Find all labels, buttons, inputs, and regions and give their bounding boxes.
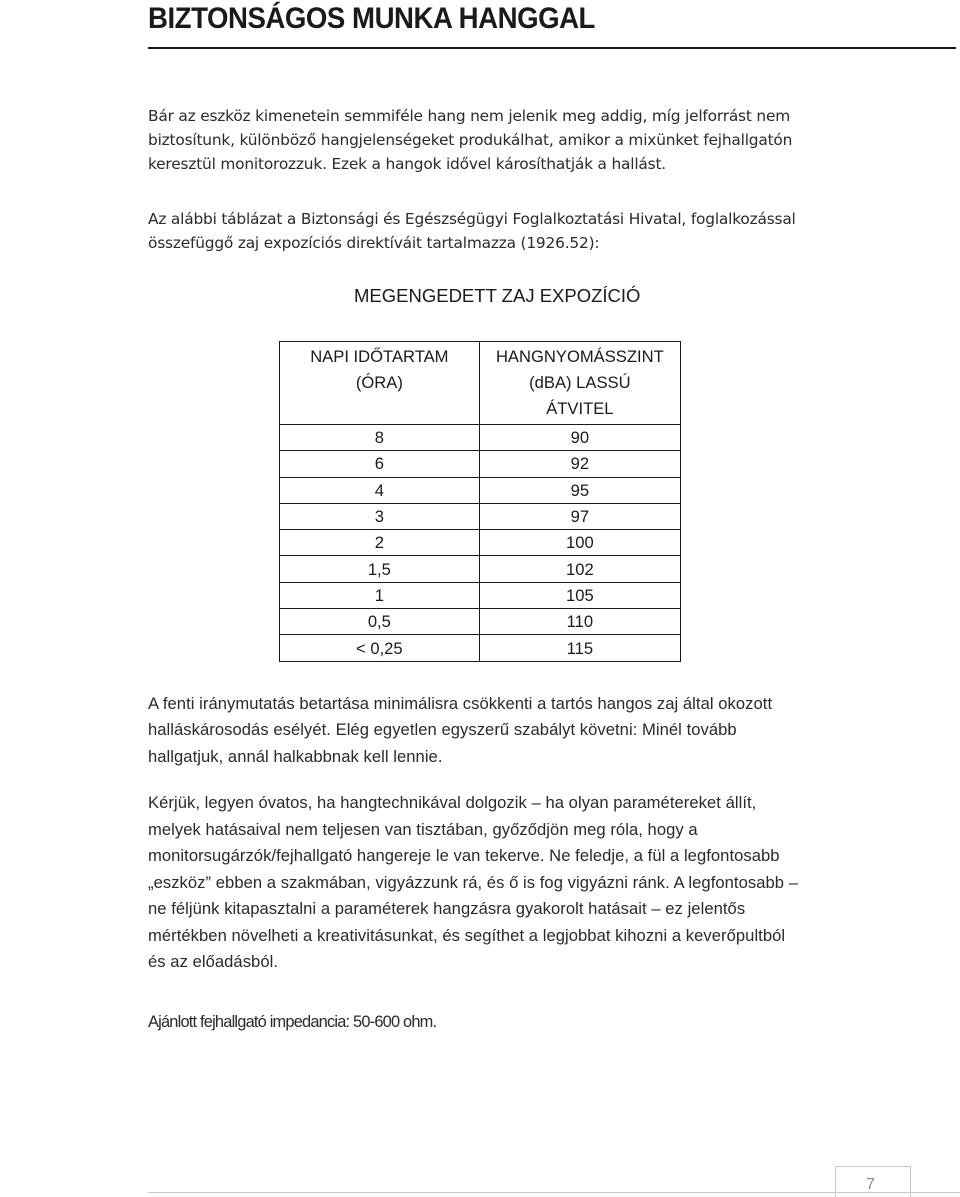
guideline-line: hallgatjuk, annál halkabbnak kell lennie. [148,746,443,766]
level-cell: 102 [479,556,680,582]
table-row [280,503,681,529]
table-intro-line: összefüggő zaj expozíciós direktíváit tartalmazza (1926.52): [148,234,600,252]
duration-cell: 1,5 [280,556,480,582]
level-cell: 115 [479,635,680,661]
caution-line: melyek hatásaival nem teljesen van tisztában, győződjön meg róla, hogy a [148,819,698,839]
header-daily-duration: NAPI IDŐTARTAM (ÓRA) [280,342,480,425]
table-row [280,556,681,582]
duration-cell: 8 [280,425,480,451]
table-row [280,425,681,451]
intro-line: Bár az eszköz kimenetein semmiféle hang nem jelenik meg addig, míg jelforrást nem [148,107,791,125]
table-row [280,451,681,477]
exposure-table [279,341,681,662]
caution-line: monitorsugárzók/fejhallgató hangereje le van tekerve. Ne feledje, a fül a legfontosabb [148,846,780,865]
level-cell: 95 [479,477,680,503]
guideline-line: A fenti iránymutatás betartása minimálisra csökkenti a tartós hangos zaj által okozott [148,694,773,713]
level-cell: 97 [479,503,680,529]
table-row [280,530,681,556]
table-row [280,635,681,661]
duration-cell: 0,5 [280,609,480,635]
guideline-paragraph [148,691,848,770]
duration-cell: 1 [280,582,480,608]
table-intro-line: Az alábbi táblázat a Biztonsági és Egészségügyi Foglalkoztatási Hivatal, foglalkozással [148,210,796,228]
intro-paragraph [148,104,848,176]
duration-cell: 6 [280,451,480,477]
caution-paragraph [148,790,868,976]
level-cell: 90 [479,425,680,451]
header-sound-level: HANGNYOMÁSSZINT (dBA) LASSÚ ÁTVITEL [479,342,680,425]
table-row [280,609,681,635]
level-cell: 100 [479,530,680,556]
duration-cell: 2 [280,530,480,556]
level-cell: 92 [479,451,680,477]
intro-line: biztosítunk, különböző hangjelenségeket produkálhat, amikor a mixünket fejhallgatón [148,131,793,149]
level-cell: 105 [479,582,680,608]
duration-cell: 4 [280,477,480,503]
table-row [280,582,681,608]
duration-cell: < 0,25 [280,635,480,661]
guideline-line: halláskárosodás esélyét. Elég egyetlen egyszerű szabályt követni: Minél tovább [148,720,737,740]
caution-line: ne féljünk kitapasztalni a paraméterek hangzásra gyakorolt hatásait – ez jelentős [148,899,746,918]
header-divider [148,47,956,49]
page-number: 7 [866,1176,875,1193]
intro-line: keresztül monitorozzuk. Ezek a hangok idővel károsíthatják a hallást. [148,155,666,173]
caution-line: és az előadásból. [148,952,279,971]
caution-line: Kérjük, legyen óvatos, ha hangtechnikával dolgozik – ha olyan paramétereket állít, [148,793,757,812]
caution-line: mértékben növelheti a kreativitásunkat, és segíthet a legjobbat kihozni a keverőpultból [148,925,786,945]
caution-line: „eszköz” ebben a szakmában, vigyázzunk rá, és ő is fog vigyázni ránk. A legfontosabb – [148,872,798,892]
page-header-title: BIZTONSÁGOS MUNKA HANGGAL [148,2,595,35]
exposure-table-header-row [280,342,681,425]
level-cell: 110 [479,609,680,635]
duration-cell: 3 [280,503,480,529]
exposure-table-title: MEGENGEDETT ZAJ EXPOZÍCIÓ [354,285,641,306]
impedance-recommendation: Ajánlott fejhallgató impedancia: 50-600 ohm. [148,1013,437,1031]
table-row [280,477,681,503]
footer-divider [148,1192,960,1193]
table-intro-paragraph [148,207,868,255]
